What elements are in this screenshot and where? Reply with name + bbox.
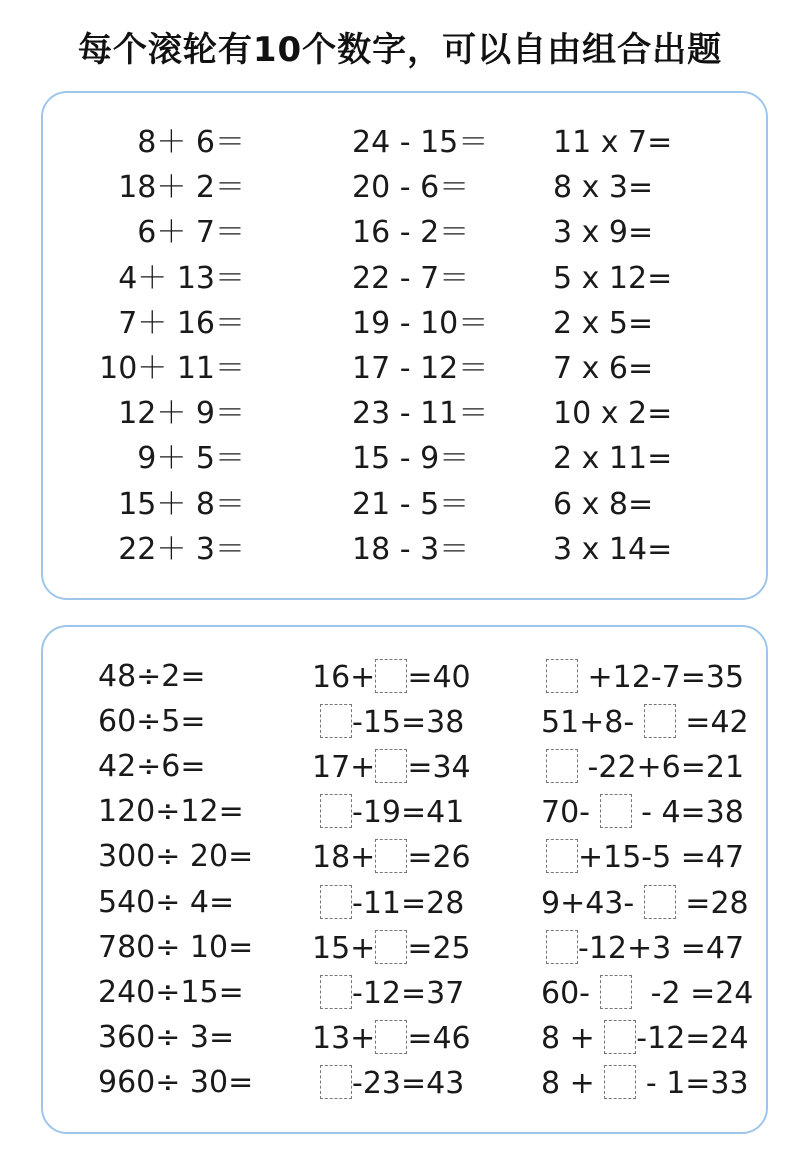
answer-box[interactable] (375, 1020, 407, 1054)
top-col1-equation: 22＋ 3＝ (118, 531, 245, 567)
top-col1-equation: 6＋ 7＝ (137, 215, 245, 251)
fill-in-equation (312, 659, 471, 696)
top-col2-equation: 20 - 6＝ (352, 170, 470, 206)
equation-prefix: 51+8- (541, 705, 644, 741)
equation-suffix: =46 (407, 1020, 471, 1056)
equation-prefix: 70- (541, 795, 600, 831)
fill-in-equation (320, 704, 464, 741)
fill-in-equation (541, 885, 749, 922)
top-col3-equation: 10 x 2= (553, 396, 673, 432)
equation-suffix: -12=24 (636, 1020, 749, 1056)
top-col3-equation: 8 x 3= (553, 170, 654, 206)
equation-prefix: 17+ (312, 750, 376, 786)
answer-box[interactable] (320, 704, 352, 738)
answer-box[interactable] (600, 794, 632, 828)
answer-box[interactable] (644, 704, 676, 738)
equation-suffix: =42 (675, 705, 749, 741)
division-equation: 48÷2= (98, 659, 206, 694)
equation-suffix: -2 =24 (631, 975, 754, 1011)
top-col1-equation: 10＋ 11＝ (99, 351, 245, 386)
fill-in-equation (541, 1020, 749, 1057)
top-col2-equation: 21 - 5＝ (352, 486, 470, 522)
top-col1-equation: 7＋ 16＝ (118, 305, 245, 341)
equation-suffix: - 4=38 (631, 795, 744, 831)
equation-suffix: -23=43 (352, 1065, 465, 1101)
answer-box[interactable] (320, 794, 352, 828)
top-col2-equation: 24 - 15＝ (352, 125, 489, 160)
top-col2-equation: 22 - 7＝ (352, 260, 470, 296)
answer-box[interactable] (375, 659, 407, 693)
top-col2-equation: 16 - 2＝ (352, 215, 470, 251)
equation-prefix: 18+ (312, 840, 376, 876)
top-col3-equation: 2 x 5= (553, 305, 654, 341)
answer-box[interactable] (320, 975, 352, 1009)
equation-prefix: 8 + (541, 1020, 605, 1056)
equation-prefix: 15+ (312, 930, 376, 966)
answer-box[interactable] (320, 1065, 352, 1099)
addition-subtraction-multiplication-panel (41, 91, 768, 600)
answer-box[interactable] (546, 930, 578, 964)
answer-box[interactable] (375, 749, 407, 783)
division-equation: 780÷ 10= (98, 929, 254, 965)
top-col2-equation: 17 - 12＝ (352, 351, 489, 386)
answer-box[interactable] (604, 1020, 636, 1054)
top-col2-equation: 19 - 10＝ (352, 305, 489, 341)
fill-in-equation (541, 1065, 749, 1102)
fill-in-equation (312, 1020, 471, 1057)
equation-prefix: 9+43- (541, 885, 644, 921)
division-equation: 240÷15= (98, 974, 244, 1010)
answer-box[interactable] (546, 659, 578, 693)
fill-in-equation (541, 975, 753, 1012)
fill-in-equation (320, 975, 464, 1012)
fill-in-equation (546, 749, 744, 786)
equation-suffix: =26 (407, 840, 471, 876)
equation-suffix: +15-5 =47 (578, 840, 745, 876)
top-col1-equation: 9＋ 5＝ (137, 441, 245, 477)
top-col3-equation: 5 x 12= (553, 260, 673, 296)
top-col3-equation: 3 x 9= (553, 215, 654, 251)
division-equation: 960÷ 30= (98, 1064, 254, 1100)
fill-in-equation (546, 659, 744, 696)
equation-suffix: -19=41 (352, 795, 465, 831)
top-col1-equation: 18＋ 2＝ (118, 170, 245, 206)
top-col3-equation: 6 x 8= (553, 486, 654, 522)
division-equation: 42÷6= (98, 749, 206, 785)
top-col1-equation: 8＋ 6＝ (137, 125, 245, 160)
division-equation: 60÷5= (98, 704, 206, 740)
answer-box[interactable] (320, 885, 352, 919)
equation-suffix: -12+3 =47 (578, 930, 745, 966)
division-equation: 540÷ 4= (98, 884, 235, 920)
top-col1-equation: 15＋ 8＝ (118, 486, 245, 522)
equation-suffix: - 1=33 (636, 1065, 749, 1101)
top-col2-equation: 18 - 3＝ (352, 531, 470, 567)
fill-in-equation (312, 749, 471, 786)
equation-prefix: 8 + (541, 1065, 605, 1101)
division-equation: 300÷ 20= (98, 839, 254, 875)
top-col1-equation: 12＋ 9＝ (118, 396, 245, 432)
fill-in-equation (320, 794, 464, 831)
equation-prefix: 13+ (312, 1020, 376, 1056)
answer-box[interactable] (375, 839, 407, 873)
equation-prefix: 16+ (312, 660, 376, 695)
fill-in-equation (320, 1065, 464, 1102)
division-fill-in-panel (41, 625, 768, 1134)
answer-box[interactable] (546, 749, 578, 783)
equation-suffix: -12=37 (352, 975, 465, 1011)
top-col3-equation: 3 x 14= (553, 531, 673, 567)
equation-suffix: -11=28 (352, 885, 465, 921)
top-col2-equation: 23 - 11＝ (352, 396, 489, 432)
fill-in-equation (541, 794, 744, 831)
equation-prefix: 60- (541, 975, 600, 1011)
equation-suffix: -15=38 (352, 705, 465, 741)
division-equation: 120÷12= (98, 794, 244, 830)
top-col3-equation: 7 x 6= (553, 351, 654, 386)
answer-box[interactable] (644, 885, 676, 919)
division-equation: 360÷ 3= (98, 1019, 235, 1055)
answer-box[interactable] (375, 930, 407, 964)
fill-in-equation (541, 704, 749, 741)
equation-suffix: =40 (407, 660, 471, 695)
answer-box[interactable] (600, 975, 632, 1009)
equation-suffix: =34 (407, 750, 471, 786)
top-col1-equation: 4＋ 13＝ (118, 260, 245, 296)
answer-box[interactable] (546, 839, 578, 873)
fill-in-equation (312, 839, 471, 876)
top-col3-equation: 2 x 11= (553, 441, 673, 477)
top-col2-equation: 15 - 9＝ (352, 441, 470, 477)
answer-box[interactable] (604, 1065, 636, 1099)
fill-in-equation (546, 839, 744, 876)
equation-suffix: =28 (675, 885, 749, 921)
fill-in-equation (312, 930, 471, 967)
top-col3-equation: 11 x 7= (553, 125, 673, 160)
fill-in-equation (320, 885, 464, 922)
fill-in-equation (546, 930, 744, 967)
page-title: 每个滚轮有10个数字，可以自由组合出题 (77, 30, 723, 70)
equation-suffix: +12-7=35 (578, 660, 745, 695)
equation-suffix: =25 (407, 930, 471, 966)
equation-suffix: -22+6=21 (578, 750, 745, 786)
